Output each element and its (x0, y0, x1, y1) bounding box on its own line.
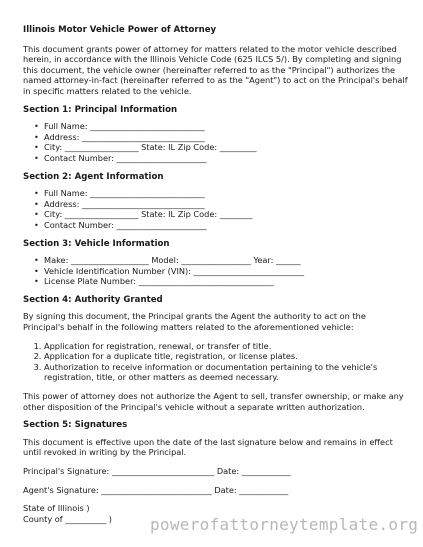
vehicle-make-model-year-field[interactable]: • Make: ___________________ Model: _________________ Year: ______ (44, 255, 408, 266)
agent-full-name-field[interactable]: • Full Name: ____________________________ (44, 188, 408, 199)
agent-signature-line[interactable]: Agent's Signature: ___________________________ Date: ____________ (23, 484, 289, 495)
principal-address-field[interactable]: • Address: ______________________________ (44, 132, 408, 143)
principal-info-list (23, 121, 408, 163)
agent-info-list (23, 188, 408, 230)
principal-signature-line[interactable]: Principal's Signature: _________________________ Date: ____________ (23, 466, 291, 476)
authority-item: 2. Application for a duplicate title, registration, or license plates. (44, 351, 408, 362)
principal-city-state-zip-field[interactable]: • City: __________________ State: IL Zip Code: _________ (44, 142, 408, 153)
authority-item: 1. Application for registration, renewal, or transfer of title. (44, 341, 408, 352)
authority-item: 3. Authorization to receive information or documentation pertaining to the vehicle's registration, title, or other matters as deemed necessary. (44, 362, 408, 383)
state-line: State of Illinois ) (23, 503, 90, 514)
authority-list (23, 341, 408, 383)
authority-intro: By signing this document, the Principal grants the Agent the authority to act on the Principal's behalf in the following matters related to the aforementioned vehicle: (23, 311, 366, 333)
section-2-heading: Section 2: Agent Information (23, 171, 164, 182)
agent-address-field[interactable]: • Address: ______________________________ (44, 199, 408, 210)
county-line[interactable]: County of __________ ) (23, 513, 112, 524)
principal-contact-number-field[interactable]: • Contact Number: ______________________ (44, 153, 408, 164)
vehicle-license-plate-field[interactable]: • License Plate Number: _________________________________ (44, 276, 408, 287)
section-3-heading: Section 3: Vehicle Information (23, 238, 170, 249)
vehicle-vin-field[interactable]: • Vehicle Identification Number (VIN): ___________________________ (44, 266, 408, 277)
document-page (23, 25, 408, 524)
document-title: Illinois Motor Vehicle Power of Attorney (23, 25, 217, 35)
intro-paragraph: This document grants power of attorney for matters related to the motor vehicle described herein, in accordance with the Illinois Vehicle Code (625 ILCS 5/). By completing and signing this document, the vehicle owner (hereinafter referred to as the "Principal") authorizes the named attorney-in-fact (hereinafter referred to as the "Agent") to act on the Principal's behalf in specific matters related to the vehicle. (23, 43, 408, 96)
watermark-text: powerofattorneytemplate.org (150, 515, 419, 534)
signatures-intro: This document is effective upon the date of the last signature below and remains in effect until revoked in writing by the Principal. (23, 436, 393, 458)
agent-contact-number-field[interactable]: • Contact Number: ______________________ (44, 220, 408, 231)
agent-city-state-zip-field[interactable]: • City: __________________ State: IL Zip Code: ________ (44, 209, 408, 220)
vehicle-info-list (23, 255, 408, 287)
principal-full-name-field[interactable]: • Full Name: ____________________________ (44, 121, 408, 132)
section-4-heading: Section 4: Authority Granted (23, 294, 163, 305)
authority-limitation: This power of attorney does not authorize the Agent to sell, transfer ownership, or make any other disposition of the Principal's vehicle without a separate written authorization. (23, 391, 404, 412)
section-1-heading: Section 1: Principal Information (23, 104, 178, 115)
section-5-heading: Section 5: Signatures (23, 420, 128, 431)
